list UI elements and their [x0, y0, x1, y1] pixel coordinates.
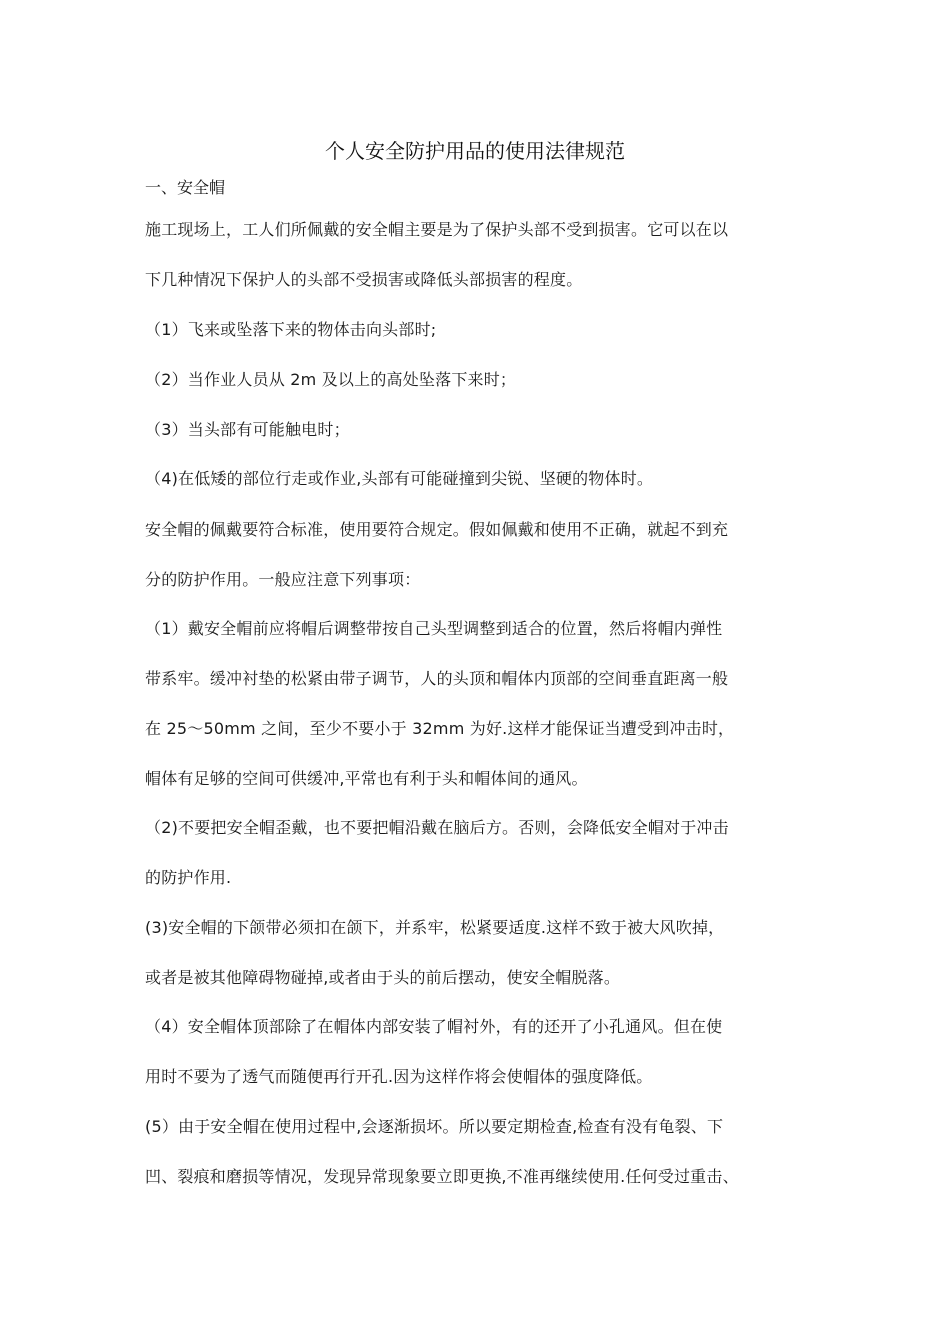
paragraph-line: 帽体有足够的空间可供缓冲,平常也有利于头和帽体间的通风。	[145, 769, 588, 788]
paragraph-line: 施工现场上，工人们所佩戴的安全帽主要是为了保护头部不受到损害。它可以在以	[145, 220, 729, 239]
paragraph-line: 安全帽的佩戴要符合标准，使用要符合规定。假如佩戴和使用不正确，就起不到充	[145, 520, 729, 539]
paragraph-line: 下几种情况下保护人的头部不受损害或降低头部损害的程度。	[145, 270, 583, 289]
list-item: （3）当头部有可能触电时；	[145, 420, 350, 439]
paragraph-line: 带系牢。缓冲衬垫的松紧由带子调节，人的头顶和帽体内顶部的空间垂直距离一般	[145, 669, 729, 688]
list-item: （4）安全帽体顶部除了在帽体内部安装了帽衬外，有的还开了小孔通风。但在使	[145, 1017, 723, 1036]
paragraph-line: 的防护作用.	[145, 868, 232, 887]
list-item: （1）飞来或坠落下来的物体击向头部时;	[145, 320, 437, 339]
list-item: (3)安全帽的下颌带必须扣在颌下，并系牢，松紧要适度.这样不致于被大风吹掉，	[145, 918, 725, 937]
list-item: （2)不要把安全帽歪戴，也不要把帽沿戴在脑后方。否则，会降低安全帽对于冲击	[145, 818, 729, 837]
paragraph-line: 用时不要为了透气而随便再行开孔.因为这样作将会使帽体的强度降低。	[145, 1067, 653, 1086]
document-title: 个人安全防护用品的使用法律规范	[325, 139, 625, 163]
list-item: （2）当作业人员从 2m 及以上的高处坠落下来时；	[145, 370, 517, 389]
list-item: （1）戴安全帽前应将帽后调整带按自己头型调整到适合的位置，然后将帽内弹性	[145, 619, 723, 638]
paragraph-line: 在 25～50mm 之间，至少不要小于 32mm 为好.这样才能保证当遭受到冲击时，	[145, 719, 735, 738]
list-item: （4)在低矮的部位行走或作业,头部有可能碰撞到尖锐、坚硬的物体时。	[145, 469, 654, 488]
section-heading-helmet: 一、安全帽	[145, 178, 226, 197]
paragraph-line: 凹、裂痕和磨损等情况，发现异常现象要立即更换,不准再继续使用.任何受过重击、	[145, 1167, 739, 1186]
list-item: (5）由于安全帽在使用过程中,会逐渐损坏。所以要定期检查,检查有没有龟裂、下	[145, 1117, 724, 1136]
paragraph-line: 分的防护作用。一般应注意下列事项：	[145, 570, 421, 589]
paragraph-line: 或者是被其他障碍物碰掉,或者由于头的前后摆动，使安全帽脱落。	[145, 968, 621, 987]
